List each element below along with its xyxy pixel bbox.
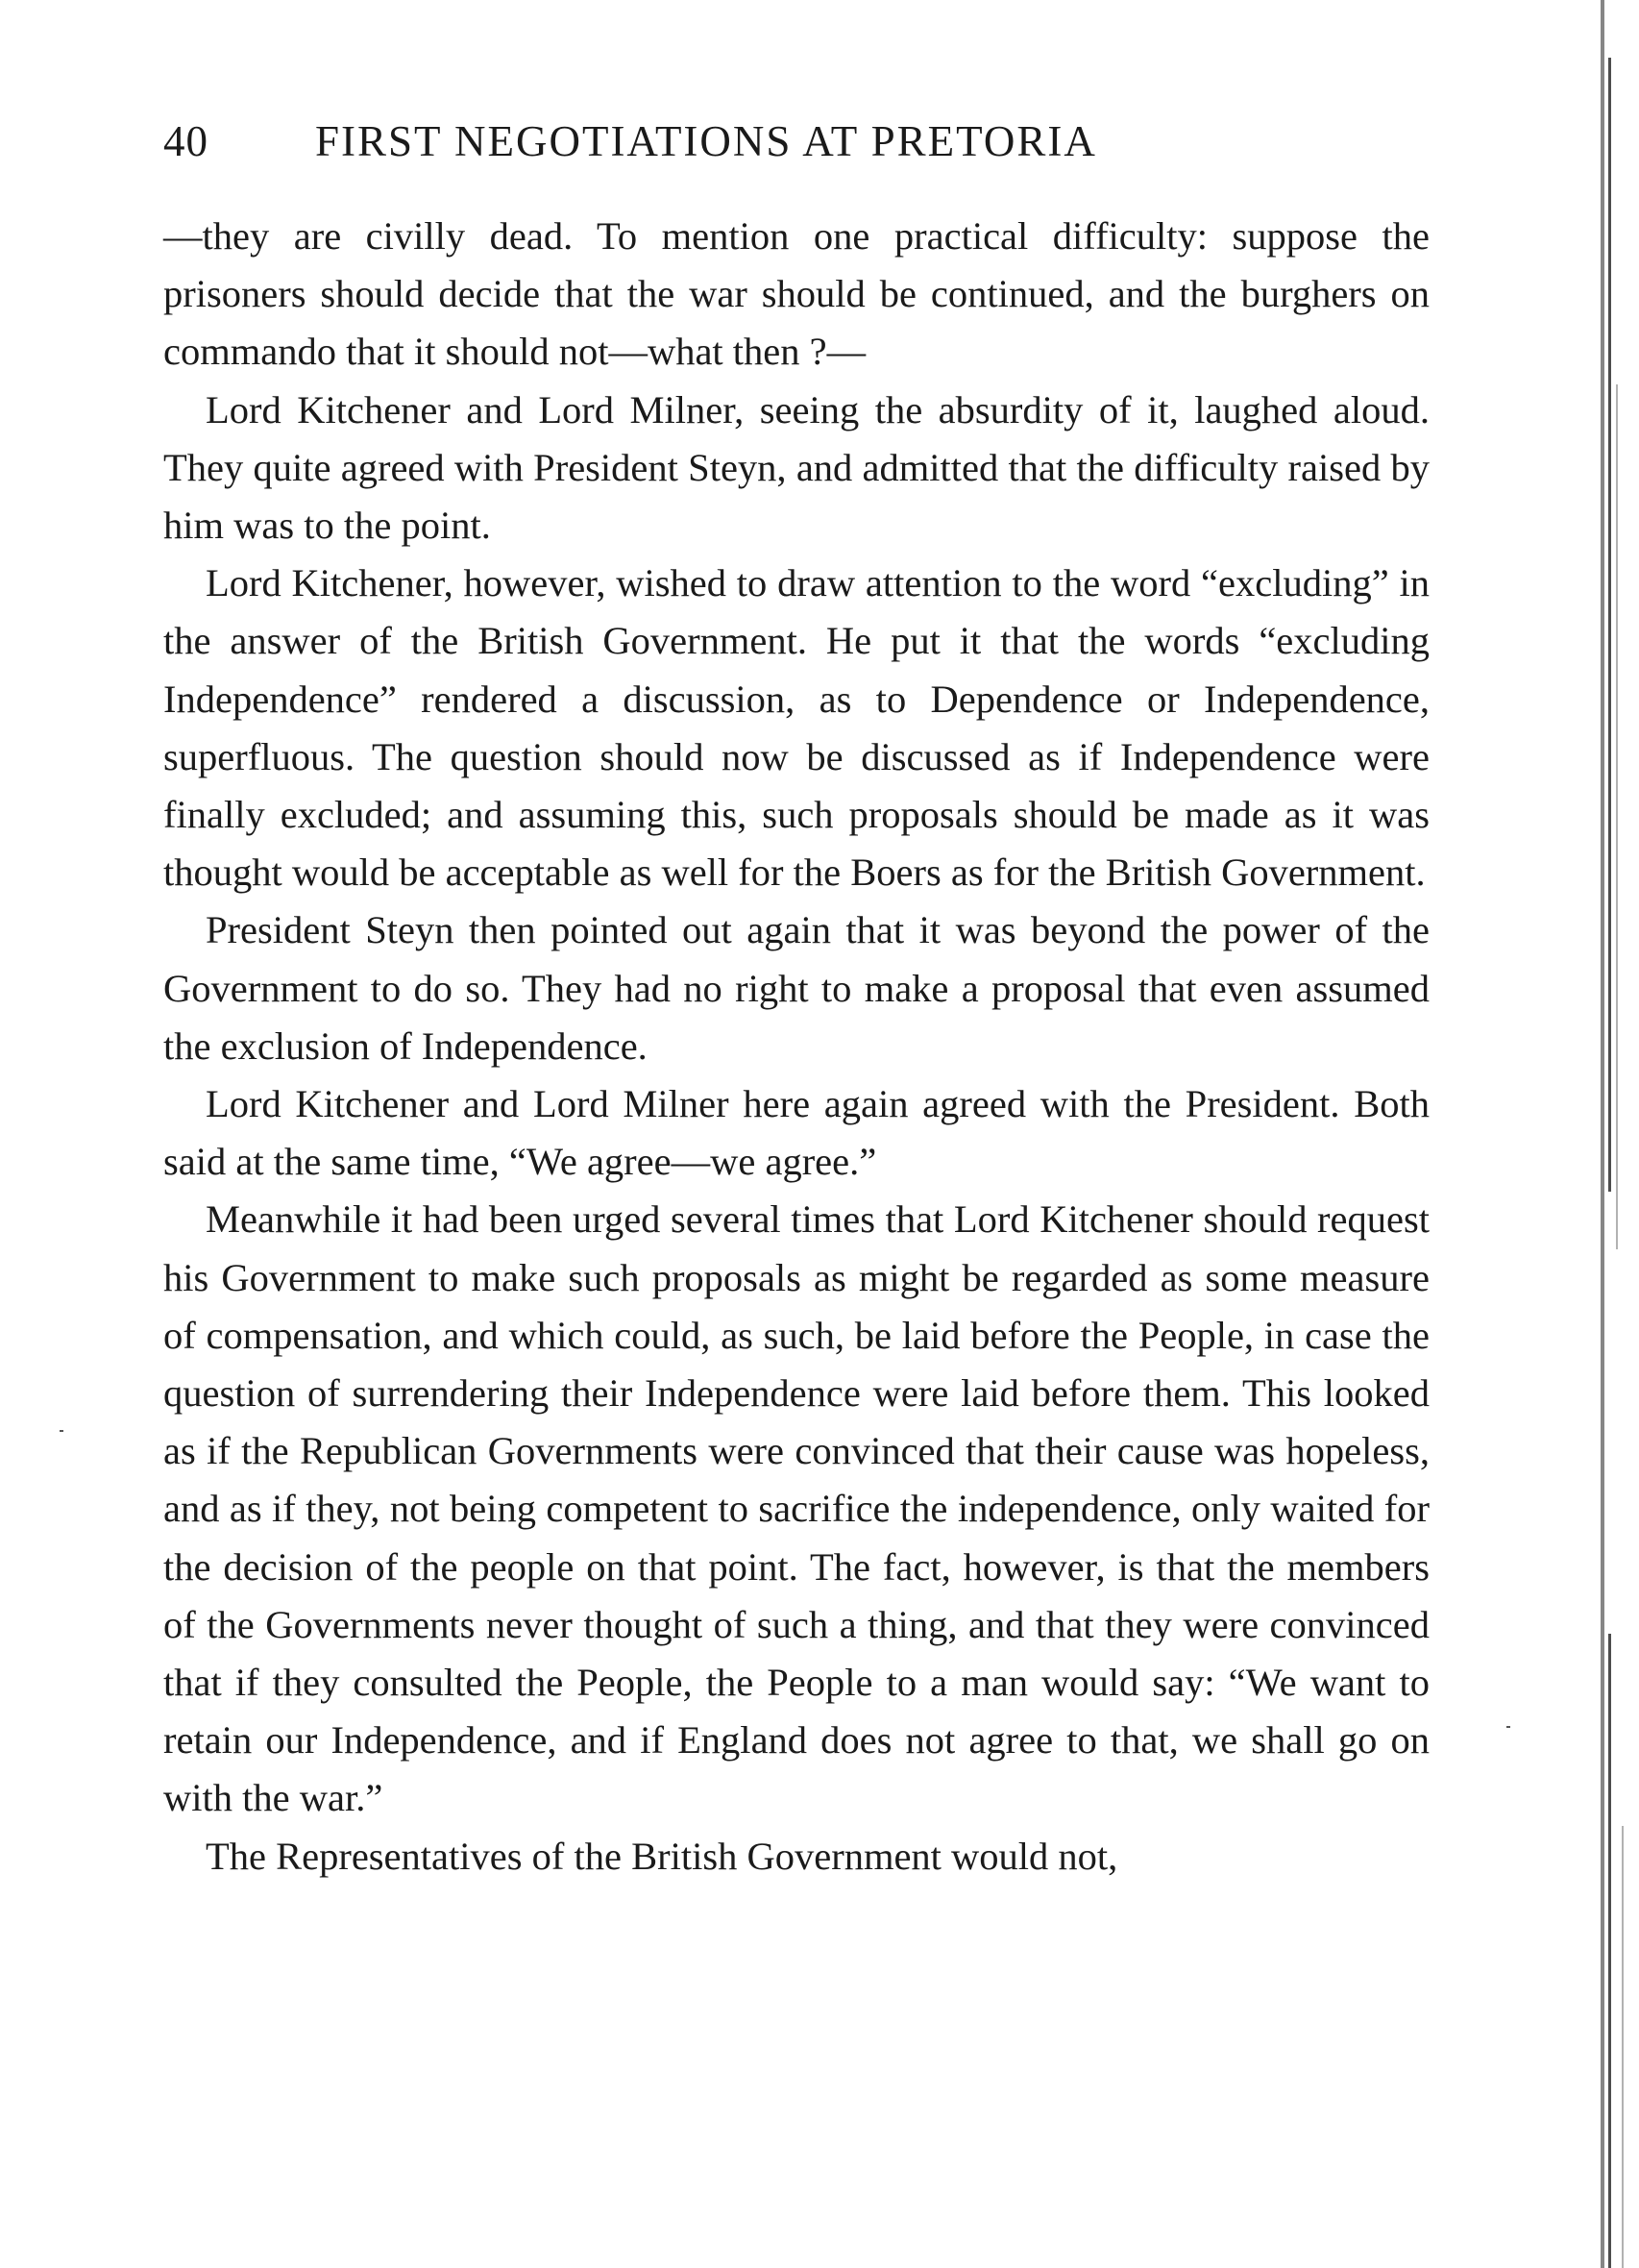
binding-line <box>1601 0 1604 2268</box>
paragraph: Lord Kitchener, however, wished to draw attention to the word “excluding” in the answer of the British Government. He put it that the words “excluding Independence” rendered a discussion, as to Dependence or Independence, superfluous. The question should now be discussed as if Independence were finally excluded; and assuming this, such proposals should be made as it was thought would be acceptable as well for the Boers as for the British Government. <box>163 561 1430 895</box>
paragraph: Meanwhile it had been urged several times that Lord Kitchener should request his Government to make such proposals as might be regarded as some measure of compensation, and which could, as such, be laid before the People, in case the question of surrendering their Independence were laid before them. This looked as if the Republican Governments were convinced that their cause was hopeless, and as if they, not being competent to sacrifice the independence, only waited for the decision of the people on that point. The fact, however, is that the members of the Governments never thought of such a thing, and that they were convinced that if they consulted the People, the People to a man would say: “We want to retain our Independence, and if England does not agree to that, we shall go on with the war.” <box>163 1197 1430 1820</box>
binding-shadow <box>1593 0 1639 2268</box>
page-number: 40 <box>163 117 208 165</box>
body-text <box>163 208 1430 1886</box>
paragraph: Lord Kitchener and Lord Milner, seeing the absurdity of it, laughed aloud. They quite agreed with President Steyn, and admitted that the difficulty raised by him was to the point. <box>163 387 1430 548</box>
binding-line <box>1608 1634 1611 2268</box>
paper-speck <box>1506 1726 1510 1728</box>
binding-line <box>1616 384 1618 1249</box>
binding-line <box>1622 1826 1624 2268</box>
chapter-title: FIRST NEGOTIATIONS AT PRETORIA <box>315 117 1097 165</box>
paragraph: President Steyn then pointed out again that it was beyond the power of the Government to do so. They had no right to make a proposal that even assumed the exclusion of Independence. <box>163 908 1430 1068</box>
binding-line <box>1608 58 1611 1192</box>
running-head <box>163 108 1422 175</box>
paragraph: The Representatives of the British Government would not, <box>206 1834 1118 1878</box>
paper-speck <box>60 1430 63 1432</box>
paragraph: —they are civilly dead. To mention one practical difficulty: suppose the prisoners should decide that the war should be continued, and the burghers on commando that it should not—what then ?— <box>163 214 1430 374</box>
paragraph: Lord Kitchener and Lord Milner here again agreed with the President. Both said at the same time, “We agree—we agree.” <box>163 1082 1430 1184</box>
